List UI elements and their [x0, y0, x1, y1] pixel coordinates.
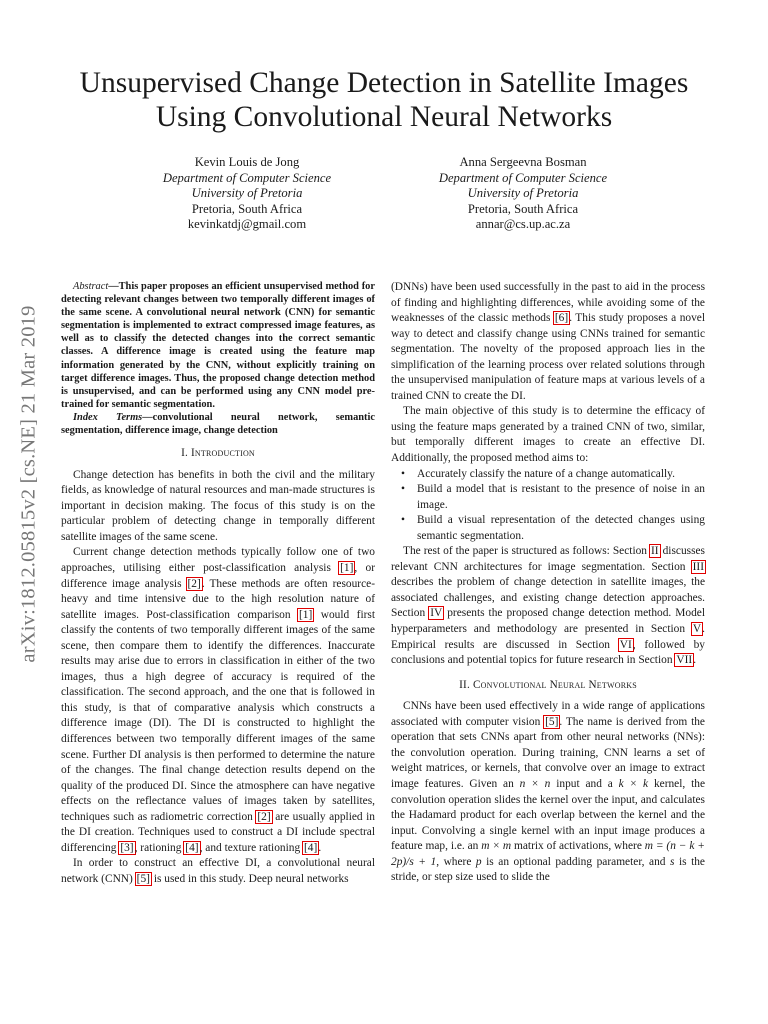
- math-expression: m = (n − k + 2p)/s + 1: [391, 840, 705, 868]
- list-item: [391, 482, 705, 513]
- math-expression: n × n: [519, 777, 551, 790]
- right-paragraph-1: [391, 280, 705, 404]
- section-link[interactable]: IV: [430, 607, 443, 620]
- section-number: I.: [181, 447, 191, 460]
- text-run: , and texture rationing: [199, 841, 304, 854]
- structure-paragraph: [391, 544, 705, 668]
- author-block-1: [128, 155, 366, 233]
- text-run: In order to construct an effective DI, a convolutional neural network (CNN): [61, 857, 375, 885]
- text-run: is an optional padding parameter, and: [481, 855, 670, 868]
- text-run: (DNNs) have been used successfully in the past to aid in the process of finding and highlighting differences, while avoiding some of the weaknesses of the classic methods: [391, 281, 705, 325]
- text-run: .: [693, 654, 697, 667]
- arxiv-identifier: arXiv:1812.05815v2 [cs.NE] 21 Mar 2019: [17, 305, 40, 663]
- list-item-text: Build a visual representation of the detected changes using semantic segmentation.: [417, 514, 705, 542]
- text-run: , where: [436, 855, 476, 868]
- citation-link[interactable]: [4]: [185, 841, 199, 854]
- text-run: . This study proposes a novel way to detect and classify change using CNNs trained for semantic segmentation. The novelty of the proposed approach lies in the simplification of the learning process over related solutions through the unsupervised manipulation of feature maps at various levels of a trained CNN to create the DI.: [391, 312, 705, 402]
- intro-paragraph-3: [61, 856, 375, 887]
- author-department: Department of Computer Science: [438, 170, 608, 185]
- text-run: matrix of activations, where: [511, 840, 645, 853]
- text-run: Current change detection methods typically follow one of two approaches, utilising either post-classification analysis: [61, 546, 375, 574]
- section-heading-introduction: [61, 446, 375, 462]
- section-link[interactable]: II: [651, 545, 659, 558]
- objective-paragraph: The main objective of this study is to determine the efficacy of using the feature maps generated by a trained CNN of two, similar, but temporally different images to create an effective DI. Additionally, the proposed method aims to:: [391, 405, 705, 465]
- section-number: II.: [459, 678, 473, 691]
- author-university: University of Pretoria: [467, 186, 579, 201]
- text-run: input and a: [550, 777, 619, 790]
- intro-paragraph-2: [61, 545, 375, 856]
- section-link[interactable]: VI: [619, 638, 632, 651]
- math-expression: p: [475, 855, 482, 868]
- intro-paragraph-1: Change detection has benefits in both the civil and the military fields, as knowledge of natural resources and man-made structures is important in decision making. The focus of this study is on the particular problem of detecting change in temporally different satellite images of the same scene.: [61, 468, 375, 543]
- text-run: CNNs have been used effectively in a wide range of applications associated with computer vision: [391, 700, 705, 728]
- list-item-text: Accurately classify the nature of a change automatically.: [417, 467, 675, 480]
- abstract: [61, 280, 375, 411]
- author-email: annar@cs.up.ac.za: [475, 217, 571, 232]
- author-email: kevinkatdj@gmail.com: [187, 217, 307, 232]
- author-department: Department of Computer Science: [162, 170, 332, 185]
- section-link[interactable]: V: [692, 623, 702, 636]
- index-terms-text: —convolutional neural network, semantic segmentation, difference image, change detection: [61, 411, 375, 437]
- text-run: , followed by conclusions and potential topics for future research in Section: [391, 638, 705, 667]
- list-item-text: Build a model that is resistant to the presence of noise in an image.: [417, 483, 705, 511]
- citation-link[interactable]: [1]: [298, 608, 313, 621]
- citation-link[interactable]: [4]: [304, 841, 318, 854]
- citation-link[interactable]: [3]: [120, 841, 134, 854]
- citation-link[interactable]: [5]: [136, 872, 150, 885]
- title-line-1: Unsupervised Change Detection in Satellite Images: [79, 67, 689, 99]
- list-item: [391, 513, 705, 544]
- author-location: Pretoria, South Africa: [191, 201, 303, 216]
- bullet-icon: •: [401, 483, 405, 496]
- citation-link[interactable]: [2]: [257, 810, 271, 823]
- author-university: University of Pretoria: [191, 186, 303, 201]
- author-name: Kevin Louis de Jong: [194, 155, 300, 169]
- left-column: [61, 280, 375, 887]
- author-location: Pretoria, South Africa: [467, 201, 579, 216]
- objectives-list: [391, 467, 705, 545]
- text-run: are usually applied in the DI creation. Techniques used to construct a DI include spectral differencing: [61, 810, 375, 854]
- text-run: is the stride, or step size used to slide the: [391, 855, 705, 884]
- bullet-icon: •: [401, 514, 405, 527]
- math-expression: m × m: [481, 840, 512, 853]
- text-run: .: [318, 841, 322, 854]
- text-run: discusses relevant CNN architectures for image segmentation. Section: [391, 545, 705, 573]
- abstract-label: Abstract: [73, 281, 109, 292]
- text-run: presents the proposed change detection method. Model hyperparameters and methodology are presented in Section: [391, 607, 706, 636]
- citation-link[interactable]: [1]: [340, 561, 354, 574]
- title-line-2: Using Convolutional Neural Networks: [155, 101, 613, 133]
- arxiv-sidebar: [6, 268, 52, 700]
- citation-link[interactable]: [2]: [187, 577, 201, 590]
- math-expression: s: [670, 855, 675, 868]
- bullet-icon: •: [401, 467, 405, 480]
- section-link[interactable]: III: [692, 560, 704, 573]
- section-heading-cnn: [391, 678, 705, 694]
- text-run: kernel, the convolution operation slides the kernel over the input, and calculates the Hadamard product for each overlap between the kernel and the input. Convolving a single kernel with an input image produces a feature map, i.e. an: [391, 777, 705, 853]
- text-run: The rest of the paper is structured as follows: Section: [403, 545, 650, 558]
- cnn-paragraph: [391, 699, 705, 886]
- abstract-text: —This paper proposes an efficient unsupervised method for detecting relevant changes between two temporally different images of the same scene. A convolutional neural network (CNN) for semantic segmentation is implemented to extract compressed image features, as well as to classify the detected changes into the correct semantic classes. A difference image is created using the feature map information generated by the CNN, without explicitly training on target difference images. Thus, the proposed change detection method is unsupervised, and can be performed using any CNN model pre-trained for semantic segmentation.: [61, 281, 375, 410]
- math-expression: k × k: [618, 777, 649, 790]
- section-title: Introduction: [191, 447, 255, 460]
- section-link[interactable]: VII: [676, 654, 693, 667]
- right-column: [391, 280, 705, 886]
- author-name: Anna Sergeevna Bosman: [459, 155, 587, 169]
- text-run: , or difference image analysis: [61, 561, 375, 590]
- text-run: describes the problem of change detection in satellite images, the associated challenges, and existing change detection approaches. Section: [391, 576, 705, 620]
- text-run: , rationing: [134, 841, 185, 854]
- text-run: . These methods are often resource-heavy and time intensive due to the high resolution nature of satellite images. Post-classification comparison: [61, 577, 375, 621]
- text-run: . The name is derived from the operation that sets CNNs apart from other neural networks (NNs): the convolution operation. During training, CNN learns a set of weight matrices, or kernels, that convolve over an image to extract image features. Given an: [391, 715, 705, 790]
- citation-link[interactable]: [5]: [545, 715, 559, 728]
- author-block-2: [404, 155, 642, 233]
- text-run: is used in this study. Deep neural networks: [150, 872, 349, 885]
- citation-link[interactable]: [6]: [554, 312, 569, 325]
- paper-title: [40, 66, 728, 134]
- index-terms-label: Index Terms: [73, 411, 143, 423]
- text-run: would first classify the contents of two temporally different images of the same scene, then compare them to identify the differences. Inaccurate results may arise due to errors in classification in either of the two images, thus a high degree of accuracy is required of the classification. The second approach, and the one that is followed in this study, is that of comparative analysis which constructs a difference image (DI). The DI is constructed to highlight the differences between two temporally different images of the same scene. Further DI analysis is then performed to determine the nature of the changes. The final change detection results depend on the quality of the produced DI. Since the atmosphere can have negative effects on the reflectance values of images taken by satellites, techniques such as radiometric correction: [61, 608, 375, 823]
- text-run: . Empirical results are discussed in Section: [391, 623, 705, 651]
- index-terms: [61, 411, 375, 437]
- section-title: Convolutional Neural Networks: [472, 678, 637, 691]
- list-item: [391, 467, 705, 483]
